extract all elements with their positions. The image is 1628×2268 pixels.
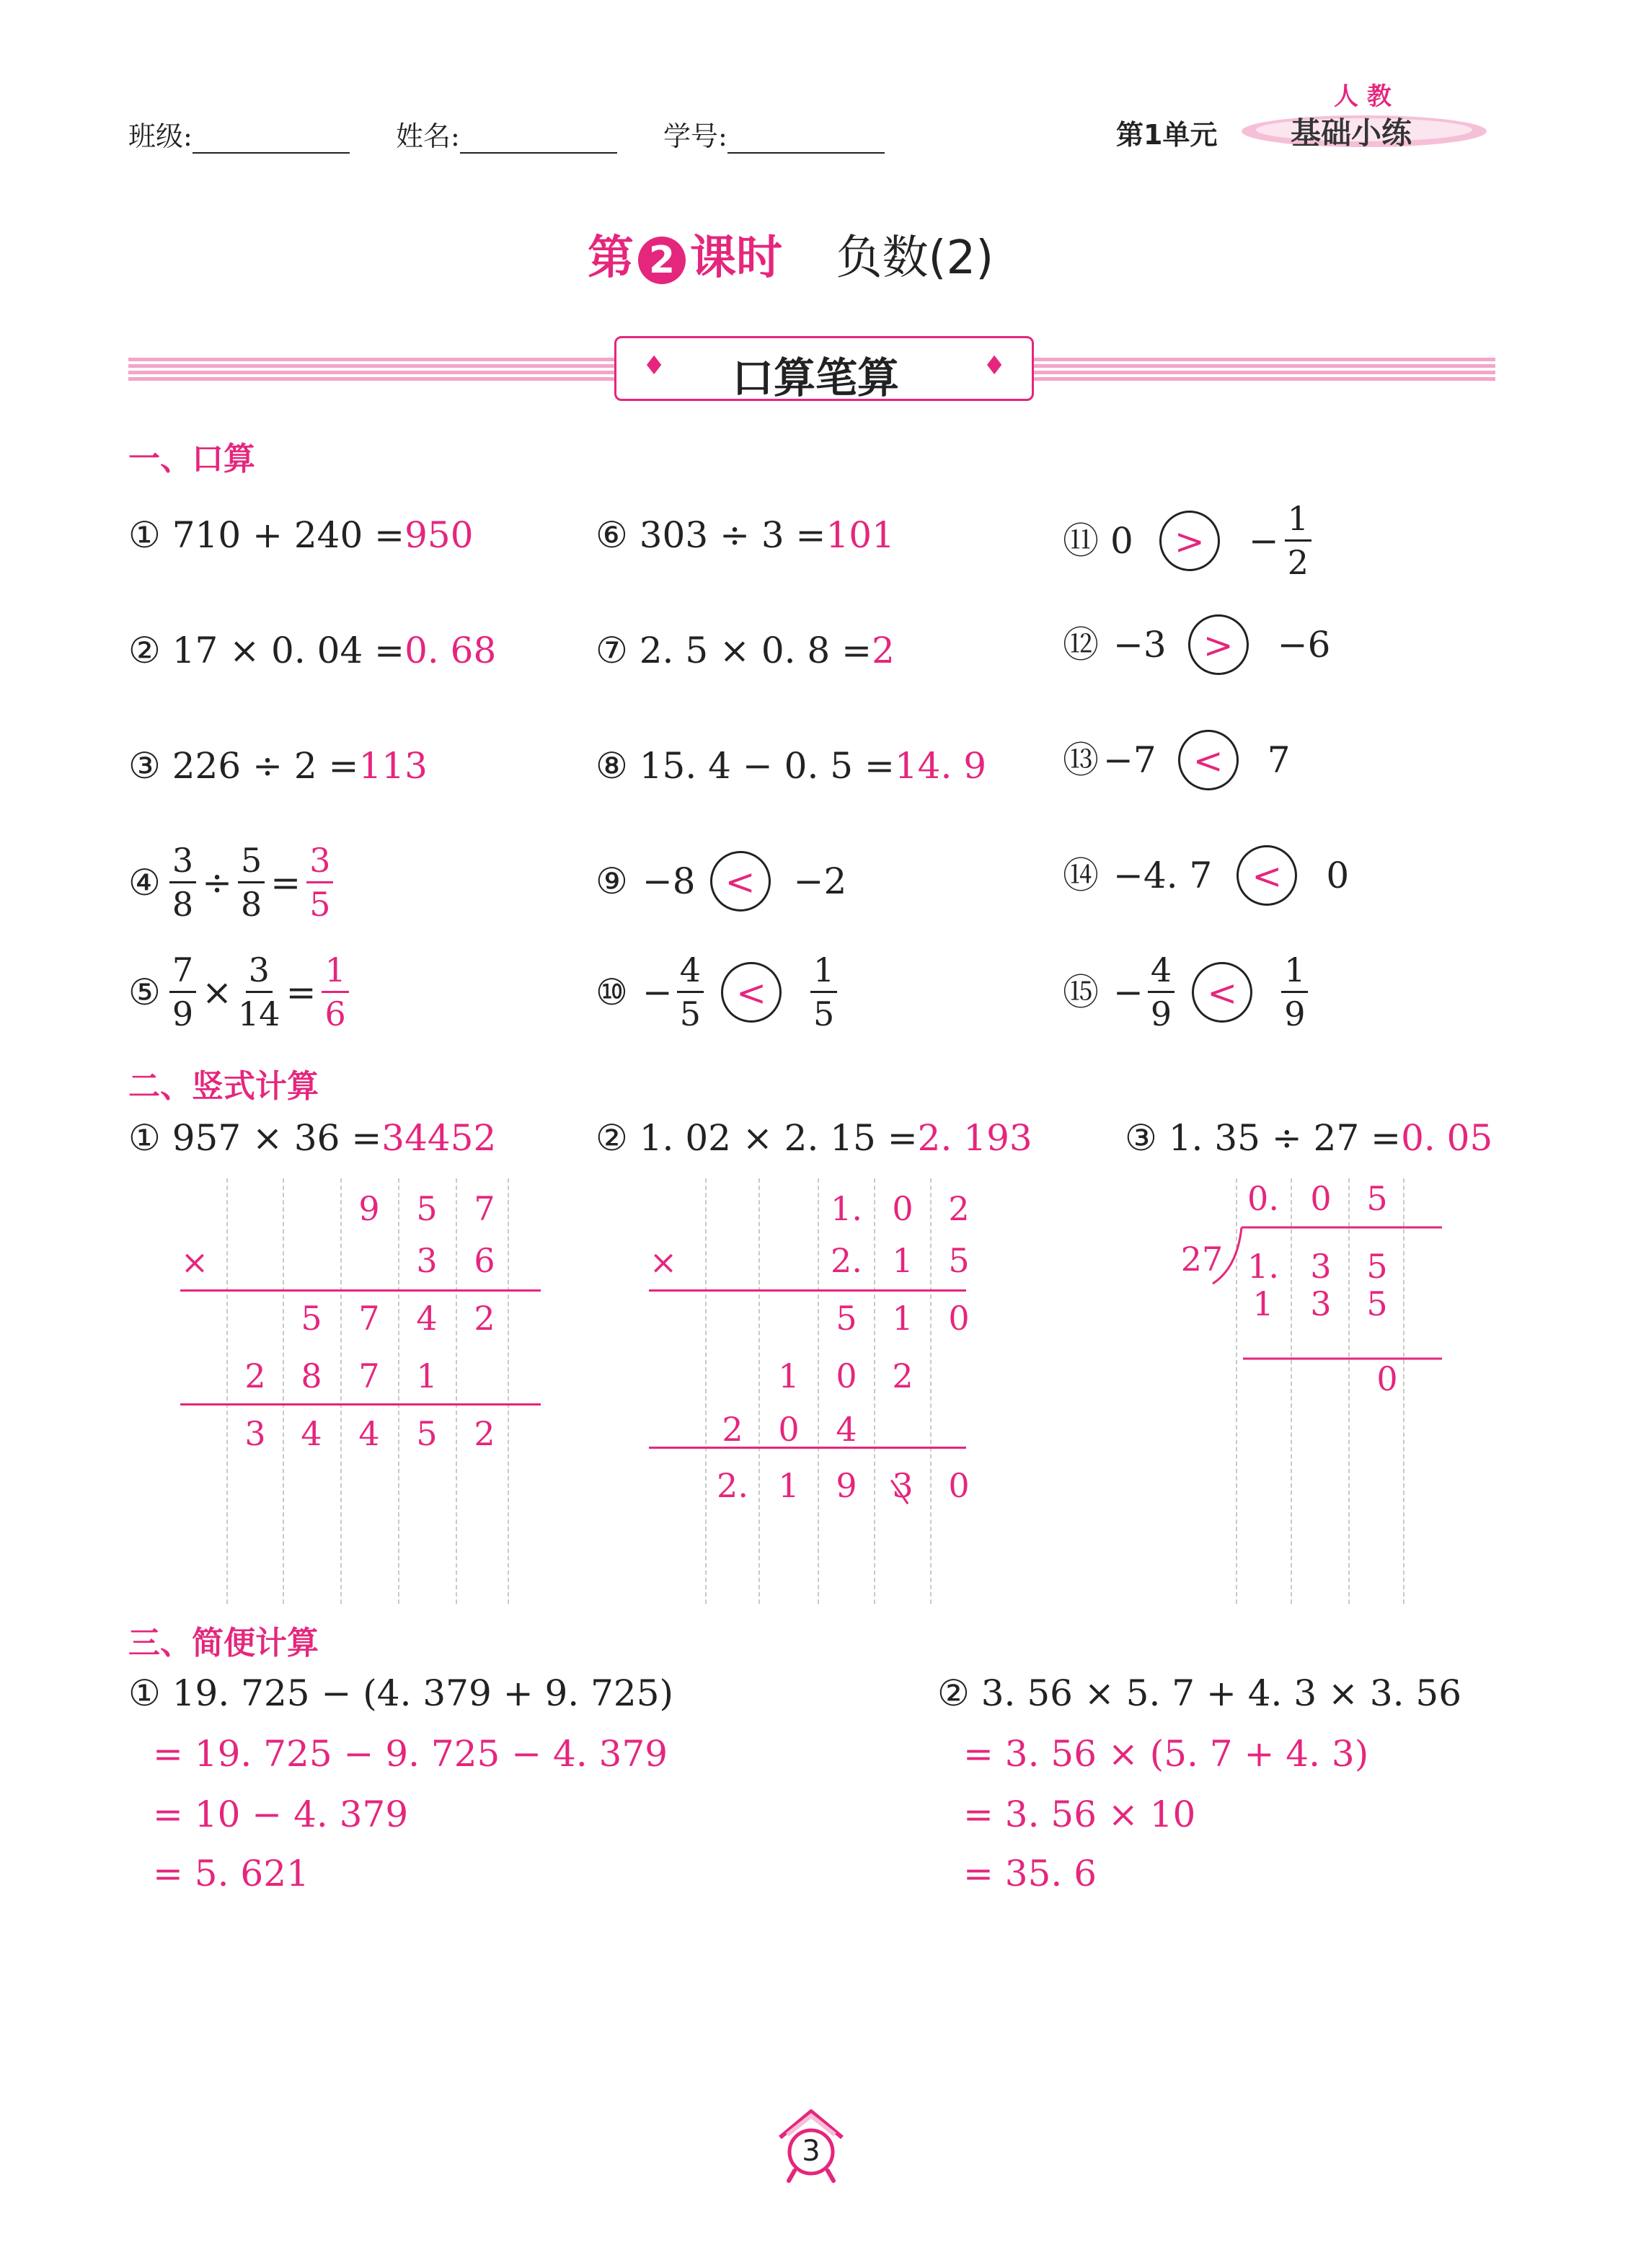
oral-q11: ⑪ 0 > − $\frac{1}{2}$: [1063, 498, 1311, 583]
q-expression: 226 ÷ 2 =: [172, 745, 359, 787]
q-expression: 15. 4 − 0. 5 =: [639, 745, 895, 787]
divisor: 27: [1180, 1240, 1224, 1279]
work-digit: 3: [892, 1466, 913, 1505]
oral-q3: [128, 744, 428, 787]
fraction: $\frac{5}{8}$: [238, 839, 265, 925]
page-number-badge: [771, 2106, 851, 2185]
fraction: $\frac{3}{8}$: [169, 839, 196, 925]
work-digit: 9: [358, 1189, 380, 1228]
work-digit: 5: [1366, 1247, 1388, 1286]
section-oral-heading: 一、口算: [128, 441, 255, 477]
unit-label: 第1单元: [1116, 119, 1218, 151]
number-field[interactable]: [727, 120, 885, 154]
title-suffix: 课时: [690, 231, 782, 285]
fraction: $\frac{4}{9}$: [1148, 949, 1174, 1035]
q-answer: 0. 05: [1401, 1117, 1493, 1159]
oral-q7: [596, 629, 895, 672]
simplify-q1: [128, 1672, 673, 1715]
simplify-q1-step: = 5. 621: [153, 1853, 309, 1894]
work-digit: 6: [474, 1241, 495, 1280]
work-digit: 0: [892, 1189, 913, 1228]
work-digit: 9: [836, 1466, 857, 1505]
q-answer: 0. 68: [404, 630, 497, 671]
class-field[interactable]: [193, 120, 350, 154]
work-digit: 2: [892, 1356, 913, 1395]
work-digit: 2: [244, 1356, 266, 1395]
work-digit: 0.: [1247, 1179, 1279, 1218]
vertical-work-grid-2: [642, 1178, 970, 1604]
work-digit: 7: [474, 1189, 495, 1228]
q-number: ②: [596, 1117, 628, 1159]
work-digit: 3: [1310, 1247, 1332, 1286]
fraction: $\frac{4}{5}$: [677, 949, 704, 1035]
simplify-q2-step: = 3. 56 × 10: [963, 1793, 1196, 1835]
compare-answer-circle: <: [710, 851, 771, 912]
q-number: ⑮: [1063, 971, 1099, 1013]
q-number: ④: [128, 861, 161, 904]
simplify-q1-step: = 19. 725 − 9. 725 − 4. 379: [153, 1733, 668, 1775]
banner-stripe-right: [1032, 358, 1495, 382]
work-digit: 0: [948, 1299, 970, 1338]
compare-right: 0: [1326, 855, 1350, 896]
work-rule: [180, 1403, 541, 1406]
q-expression: 1. 35 ÷ 27 =: [1168, 1117, 1402, 1159]
q-number: ⑭: [1063, 855, 1099, 896]
q-answer: 2: [872, 630, 895, 671]
q-number: ⑪: [1063, 519, 1099, 562]
diamond-icon: ♦: [642, 351, 666, 381]
simplify-q2-step: = 3. 56 × (5. 7 + 4. 3): [963, 1733, 1369, 1775]
compare-answer-circle: <: [1178, 730, 1239, 790]
q-number: ②: [128, 630, 161, 671]
oral-q4: ④ $\frac{3}{8}$ ÷ $\frac{5}{8}$ = $\frac{3}{5}$: [128, 839, 333, 925]
work-digit: 2.: [717, 1466, 748, 1505]
oral-q2: [128, 629, 496, 672]
name-field[interactable]: [460, 120, 617, 154]
q-number: ⑩: [596, 971, 628, 1013]
remainder: 0: [1376, 1359, 1398, 1398]
work-digit: 8: [301, 1356, 322, 1395]
fraction: 1 5: [810, 949, 837, 1035]
lesson-number-badge: 2: [638, 237, 686, 284]
work-digit: 1: [1252, 1284, 1274, 1323]
work-digit: 1: [778, 1466, 800, 1505]
oral-q15: ⑮ − $\frac{4}{9}$ < 1 9: [1063, 949, 1308, 1035]
compare-answer-circle: <: [1237, 845, 1297, 906]
q-expression: 710 + 240 =: [172, 514, 405, 556]
fraction: $\frac{3}{14}$: [238, 950, 280, 1033]
oral-q10: ⑩ − $\frac{4}{5}$ < 1 5: [596, 949, 837, 1035]
title-prefix: 第: [588, 231, 634, 285]
oral-q14: [1063, 845, 1349, 906]
q-number: ①: [128, 1117, 161, 1159]
work-digit: 4: [358, 1414, 380, 1453]
work-digit: 4: [301, 1414, 322, 1453]
q-number: ③: [1125, 1117, 1157, 1159]
oral-q9: [596, 851, 846, 912]
q-number: ①: [128, 514, 161, 556]
work-rule: [180, 1289, 541, 1292]
compare-answer-circle: >: [1159, 511, 1220, 571]
work-digit: 2: [948, 1189, 970, 1228]
q-expression: 957 × 36 =: [172, 1117, 382, 1159]
work-digit: 1.: [1247, 1247, 1279, 1286]
publisher-label: 人 教: [1334, 82, 1392, 111]
work-digit: 0: [836, 1356, 857, 1395]
work-digit: 1: [778, 1356, 800, 1395]
q-number: ⑬: [1063, 739, 1099, 781]
work-digit: 5: [1366, 1284, 1388, 1323]
diamond-icon: ♦: [983, 351, 1007, 381]
work-digit: 5: [416, 1189, 438, 1228]
work-digit: 3: [1310, 1284, 1332, 1323]
q-expression: 17 × 0. 04 =: [172, 630, 405, 671]
work-digit: 0: [1310, 1179, 1332, 1218]
vertical-q1: [128, 1116, 496, 1160]
compare-left: −7: [1103, 739, 1156, 781]
work-digit: 1.: [831, 1189, 862, 1228]
q-answer: 34452: [381, 1117, 497, 1159]
class-label: 班级:: [128, 120, 193, 152]
title-topic: 负数(2): [836, 231, 994, 285]
vertical-q3: [1125, 1116, 1492, 1160]
oral-q13: [1063, 730, 1291, 790]
oral-q12: [1063, 614, 1330, 675]
compare-left: −3: [1113, 624, 1167, 666]
q-answer: 2. 193: [917, 1117, 1032, 1159]
work-rule: [649, 1289, 966, 1292]
q-expression: 19. 725 − (4. 379 + 9. 725): [172, 1672, 674, 1714]
q-number: ⑦: [596, 630, 628, 671]
compare-left: 0: [1110, 519, 1133, 562]
q-number: ①: [128, 1672, 161, 1714]
q-number: ⑨: [596, 860, 628, 902]
work-digit: 2: [474, 1414, 495, 1453]
fraction: $\frac{7}{9}$: [169, 949, 196, 1035]
work-digit: 2.: [831, 1241, 862, 1280]
q-number: ②: [937, 1672, 970, 1714]
section-simplify-heading: 三、简便计算: [128, 1625, 319, 1662]
q-answer: 113: [358, 745, 428, 787]
work-digit: 7: [358, 1299, 380, 1338]
banner-box: [614, 336, 1034, 401]
q-expression: 2. 5 × 0. 8 =: [639, 630, 872, 671]
compare-right: −2: [793, 860, 847, 902]
simplify-q1-step: = 10 − 4. 379: [153, 1793, 409, 1835]
lesson-title: [588, 221, 994, 287]
work-digit: 5: [948, 1241, 970, 1280]
fraction: 1 9: [1281, 949, 1308, 1035]
work-digit: 5: [301, 1299, 322, 1338]
series-title: 基础小练: [1291, 115, 1412, 151]
simplify-q2-step: = 35. 6: [963, 1853, 1097, 1894]
work-digit: 4: [836, 1410, 857, 1449]
q-answer: $\frac{1}{6}$: [322, 949, 348, 1035]
compare-answer-circle: >: [1188, 614, 1249, 675]
section-vertical-heading: 二、竖式计算: [128, 1068, 319, 1105]
compare-answer-circle: <: [721, 962, 782, 1023]
work-digit: 0: [948, 1466, 970, 1505]
work-digit: 2: [722, 1410, 743, 1449]
multiply-sign: ×: [649, 1243, 678, 1281]
vertical-q2: [596, 1116, 1032, 1160]
q-expression: 1. 02 × 2. 15 =: [639, 1117, 918, 1159]
fraction: $\frac{1}{2}$: [1285, 498, 1311, 583]
multiply-sign: ×: [180, 1243, 209, 1281]
oral-q5: ⑤ $\frac{7}{9}$ × $\frac{3}{14}$ = $\frac{1}{6}$: [128, 949, 349, 1035]
work-digit: 2: [474, 1299, 495, 1338]
q-answer: 14. 9: [894, 745, 987, 787]
work-digit: 4: [416, 1299, 438, 1338]
banner-stripe-left: [128, 358, 617, 382]
q-number: ⑥: [596, 514, 628, 556]
q-number: ③: [128, 745, 161, 787]
work-digit: 3: [244, 1414, 266, 1453]
q-answer: 101: [826, 514, 895, 556]
name-label: 姓名:: [396, 120, 460, 152]
work-digit: 1: [892, 1299, 913, 1338]
compare-left: −8: [642, 860, 696, 902]
work-digit: 0: [778, 1410, 800, 1449]
q-number: ⑧: [596, 745, 628, 787]
compare-answer-circle: <: [1192, 962, 1252, 1023]
oral-q8: [596, 744, 986, 787]
compare-right: −6: [1277, 624, 1331, 666]
q-expression: 303 ÷ 3 =: [639, 514, 826, 556]
vertical-work-grid-1: [173, 1178, 541, 1604]
banner-title: 口算笔算: [732, 353, 900, 402]
work-digit: 1: [892, 1241, 913, 1280]
number-label: 学号:: [663, 120, 727, 152]
compare-left: −4. 7: [1113, 855, 1213, 896]
work-digit: 5: [836, 1299, 857, 1338]
q-answer: $\frac{3}{5}$: [306, 839, 333, 925]
q-answer: 950: [404, 514, 474, 556]
work-digit: 7: [358, 1356, 380, 1395]
compare-right: 7: [1267, 739, 1291, 781]
simplify-q2: [937, 1672, 1461, 1715]
q-number: ⑤: [128, 971, 161, 1013]
header-fields: [128, 114, 885, 154]
q-expression: 3. 56 × 5. 7 + 4. 3 × 3. 56: [981, 1672, 1462, 1714]
q-number: ⑫: [1063, 624, 1099, 666]
oral-q6: [596, 513, 895, 557]
work-digit: 5: [1366, 1179, 1388, 1218]
work-digit: 1: [416, 1356, 438, 1395]
work-digit: 5: [416, 1414, 438, 1453]
vertical-work-grid-3: [1168, 1178, 1428, 1604]
page-number: 3: [802, 2135, 820, 2168]
work-digit: 3: [416, 1241, 438, 1280]
oral-q1: [128, 513, 474, 557]
